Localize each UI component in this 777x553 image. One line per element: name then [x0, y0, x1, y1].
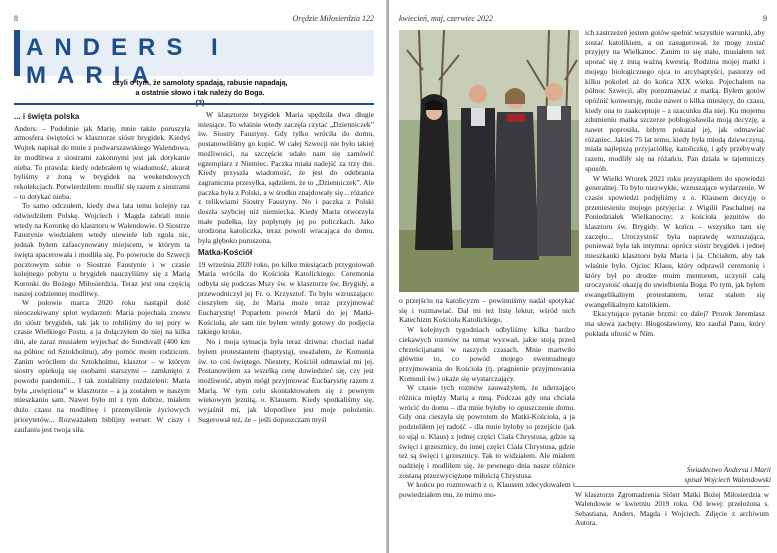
page-number-right: 9 [763, 14, 767, 23]
paragraph: o przejściu na katolicyzm – powinniśmy nadal spotykać się i rozmawiać. Dał mi też listę lektur, wśród nich Katechizm Kościoła Katolickiego. [399, 296, 575, 325]
signature-line-1: Świadectwo Andersa i Marii [686, 465, 771, 474]
paragraph: W końcu po rozmowach z o. Klausem zdecydowałem i powiedziałem mu, że mimo mo- [399, 480, 575, 500]
group-photo [399, 30, 579, 292]
paragraph: To samo odczułem, kiedy dwa lata temu kolejny raz odwiedziłem Polskę. Wojciech i Magda zabrali mnie wtedy na Koronkę do klasztoru w Walendowie. O Siostrze Faustynie wiedziałem wtedy niewiele lub zgoła nic, jednak byłem zafascynowany miejscem, w którym ta święta spacerowała i modliła się. Po powrocie do Szwecji pocztowym sobie o Siostrze Faustynie i w czasie kolejnego pobytu u brygidek nauczyliśmy się z Marią Koronki do Bożego Miłosierdzia. Teraz jest ona częścią naszej codziennej modlitwy. [14, 201, 190, 298]
left-page [0, 0, 388, 553]
paragraph: W Wielki Wtorek 2021 roku przystąpiłem do spowiedzi generalnej. To było niezwykłe, wzruszające wydarzenie. W czasie spowiedzi podjęliśmy z o. Klausem decyzję o przeniesieniu mojego przyjęcia: z Wigilii Paschalnej na Poniedziałek Wielkanocny; z kościoła jezuitów do klasztoru św. Brygidy. W końcu – wszystko tam się zaczęło... Uroczystość była naprawdę wzruszająca, ponieważ była tak intymna: oprócz sióstr brygidek i jednej mieszkanki klasztoru była Maria i ja. Chciałem, aby tak właśnie było. Ojciec Klaus, który odprawił ceremonię i który był po drodze moim mentorem, uczynił całą uroczystość okazją do uwielbienia Boga. Po tym, jak byłem ewangelikalnym protestantem, teraz stałem się ewangelikalnym katolikiem. [585, 173, 765, 309]
page-number-left: 8 [14, 14, 18, 23]
paragraph: No i moja sytuacja była teraz dziwna: chociaż nadal byłem protestantem (baptystą), uważałem, że Komunia św. to coś świętego. Niestety, Kościół odmawiał mi jej. Postanowiłem za wszelką cenę dowiedzieć się, czy jest możliwość, abym mógł przyjmować Eucharystię razem z Marią. W tym celu skontaktowałem się z pewnym wiekowym jezuitą, o. Klausem. Kiedy spotkaliśmy się, wyjaśnił mi, jak kłopotliwe jest moje położenie. Sugerował też, że – jeśli dopuszczam myśl [198, 337, 374, 424]
paragraph: ich zastrzeżeń jestem gotów spełnić wszystkie warunki, aby zostać katolikiem, a on zasugerował, że mogę zostać przyjęty na Wielkanoc. Zanim to się stało, musiałem też uporać się z inną ważną kwestią. Rodzina mojej matki i mojego biologicznego ojca to arcybaptyści, pastorzy od kilku pokoleń aż do końca XIX wieku. Pojechałem na północ Szwecji, aby porozmawiać z matką. Byłem gotów opóźnić konwersję, może nawet o kilka miesięcy, do czasu, kiedy ona to zaakceptuje – z szacunku dla niej. Ku mojemu zdumieniu matka szczerze pobłogosławiła moją decyzję, a nawet poprosiła, żebym pokazał jej, jak odmawiać różaniec. Jakieś 75 lat temu, kiedy była młodą dziewczyną, miała najlepszą przyjaciółkę, katoliczkę, i gdy przebywały razem, modliły się na różańcu. Pan działa w tajemniczy sposób. [585, 28, 765, 173]
paragraph: Ekscytujące pytanie brzmi: co dalej? Prorok Jeremiasz ma słowa zachęty: Błogosławiony, kto zaufał Panu, który pokłada ufność w Nim. [585, 309, 765, 338]
paragraph: W kolejnych tygodniach odbyliśmy kilka bardzo ciekawych rozmów na temat wyzwań, jakie stoją przed chrześcijanami w naszych czasach. Mnie martwiło głównie to, co powód mojego ewentualnego przyjmowania do Kościoła (tj. pragnienie przyjmowania Komunii św.) okaże się wystarczający. [399, 325, 575, 383]
running-head-right: kwiecień, maj, czerwiec 2022 [399, 14, 493, 23]
paragraph: W czasie tych rozmów zauważyłem, że uderzająco różnica między Marią a mną. Podczas gdy ona chciała wrócić do domu – dla mnie byłoby to opuszczenie domu. Gdy ona cieszyła się powrotem do Matki-Kościoła, a ja podzieliłem jej radość – dla mnie byłoby to przejście (jak to ujął o. Klaus) z jednej części Ciała Chrystusa, gdzie są święci i grzesznicy, do innej części Ciała Chrystusa, gdzie też są święci i grzesznicy. Tak to widziałem. Ale miałem nadzieję i modliłem się, że pewnego dnia nasze różnice zostaną przezwyciężone miłością Chrystusa. [399, 383, 575, 480]
title-accent-bar [14, 30, 20, 76]
section-heading-1: ... i święta polska [14, 112, 80, 121]
running-head-left: Orędzie Miłosierdzia 122 [292, 14, 374, 23]
section-heading-2: Matka-Kościół [198, 247, 253, 257]
right-page [389, 0, 777, 553]
subtitle-rule [14, 103, 374, 105]
photo-caption: W klasztorze Zgromadzenia Sióstr Matki Bożej Miłosierdzia w Walendowie w kwietniu 2019 roku. Od lewej: przełożona s. Sebastiana, Anders, Magda i Wojciech. Zdjęcie z archiwum Autora. [575, 486, 769, 528]
photo-illustration [399, 30, 579, 292]
left-column-2 [198, 110, 374, 425]
right-column-2 [585, 28, 765, 339]
paragraph: 19 września 2020 roku, po kilku miesiącach przygotowań Maria wróciła do Kościoła Katolickiego. Ceremonia odbyła się podczas Mszy św. w klasztorze św. Brygidy, a przewodniczył jej Fr. o. Krzysztof. To było wzruszające: cieszyłem się, że Maria może teraz przyjmować Eucharystię! Poparłem powrót Marii do jej Matki-Kościoła, ale sam nie byłem wtedy gotowy do podjęcia takiego kroku. [198, 259, 374, 337]
paragraph: W połowie marca 2020 roku nastąpił dość nieoczekiwany splot wydarzeń: Maria pojechała znowu do sióstr brygidek, tak jak to robiliśmy do tej pory w czasie Wielkiego Postu, a ja dołączyłem do niej na kilka dni, ale zaraz musiałem wyjechać do Sundsvall (400 km na północ od Sztokholmu), aby pomóc moim rodzicom. Zanim wróciłem do Sztokholmu, klasztor – w którym siostry opiekują się osobami starszymi – zamknięto z powodu pandemii... I tak zostaliśmy rozdzieleni: Maria była „uwięziona” w klasztorze – a ja zostałem w naszym mieszkaniu sam. Nawet było mi z tym dobrze, miałem dużo czasu na modlitwę i przemyślenie życiowych priorytetów... Rozważałem biblijny werset: W ciszy i zaufaniu jest twoja siła. [14, 298, 190, 434]
paragraph: Anders: – Podobnie jak Marię, mnie także poruszyła atmosfera świętości w klasztorze sióstr brygidek. Kiedyś Wojtek napisał do mnie z podwarszawskiego Walendowa, że modlitwa z siostrami zakonnymi jest jak dotykanie nieba. To prawda: kiedy odebrałem tę wiadomość, akurat byliśmy z żoną w brygidek na weekendowych rekolekcjach. Potwierdziłem: modlić się razem z siostrami – to dotykać nieba. [14, 123, 190, 201]
left-column-1 [14, 110, 190, 434]
paragraph: W klasztorze brygidek Maria spędziła dwa długie miesiące. To właśnie wtedy zaczęła czytać „Dzienniczek” św. Siostry Faustyny. Gdy tylko wróciła do domu, postanowiliśmy go kupić. W całej Szwecji nie było takiej możliwości, na szczęście udało nam się zamówić egzemplarz z Niemiec. Paczka miała nadejść za trzy dni. Kiedy przyszła wiadomość, że jest do odebrania zagraniczna przesyłka, sądziłem, że to „Dzienniczek”. Ale paczka była z Polski, a w środku znajdowały się... różańce z relikwiami Siostry Faustyny. No i paczka z Polski doszła szybciej niż niemiecka. Kiedy Maria otworzyła małe pudełka, łzy popłynęły jej po policzkach. Jako urodzona katoliczka, teraz powoli wracająca do domu, była głęboko poruszona. [198, 110, 374, 246]
article-title: ANDERS I MARIA [26, 34, 229, 89]
signature-line-2: spisał Wojciech Walendowski [684, 474, 771, 484]
article-subtitle: czyli o tym, że samoloty spadają, rabusie napadają, a ostatnie słowo i tak należy do Boga. [110, 78, 290, 108]
right-column-1 [399, 296, 575, 500]
signature-block [577, 465, 771, 484]
